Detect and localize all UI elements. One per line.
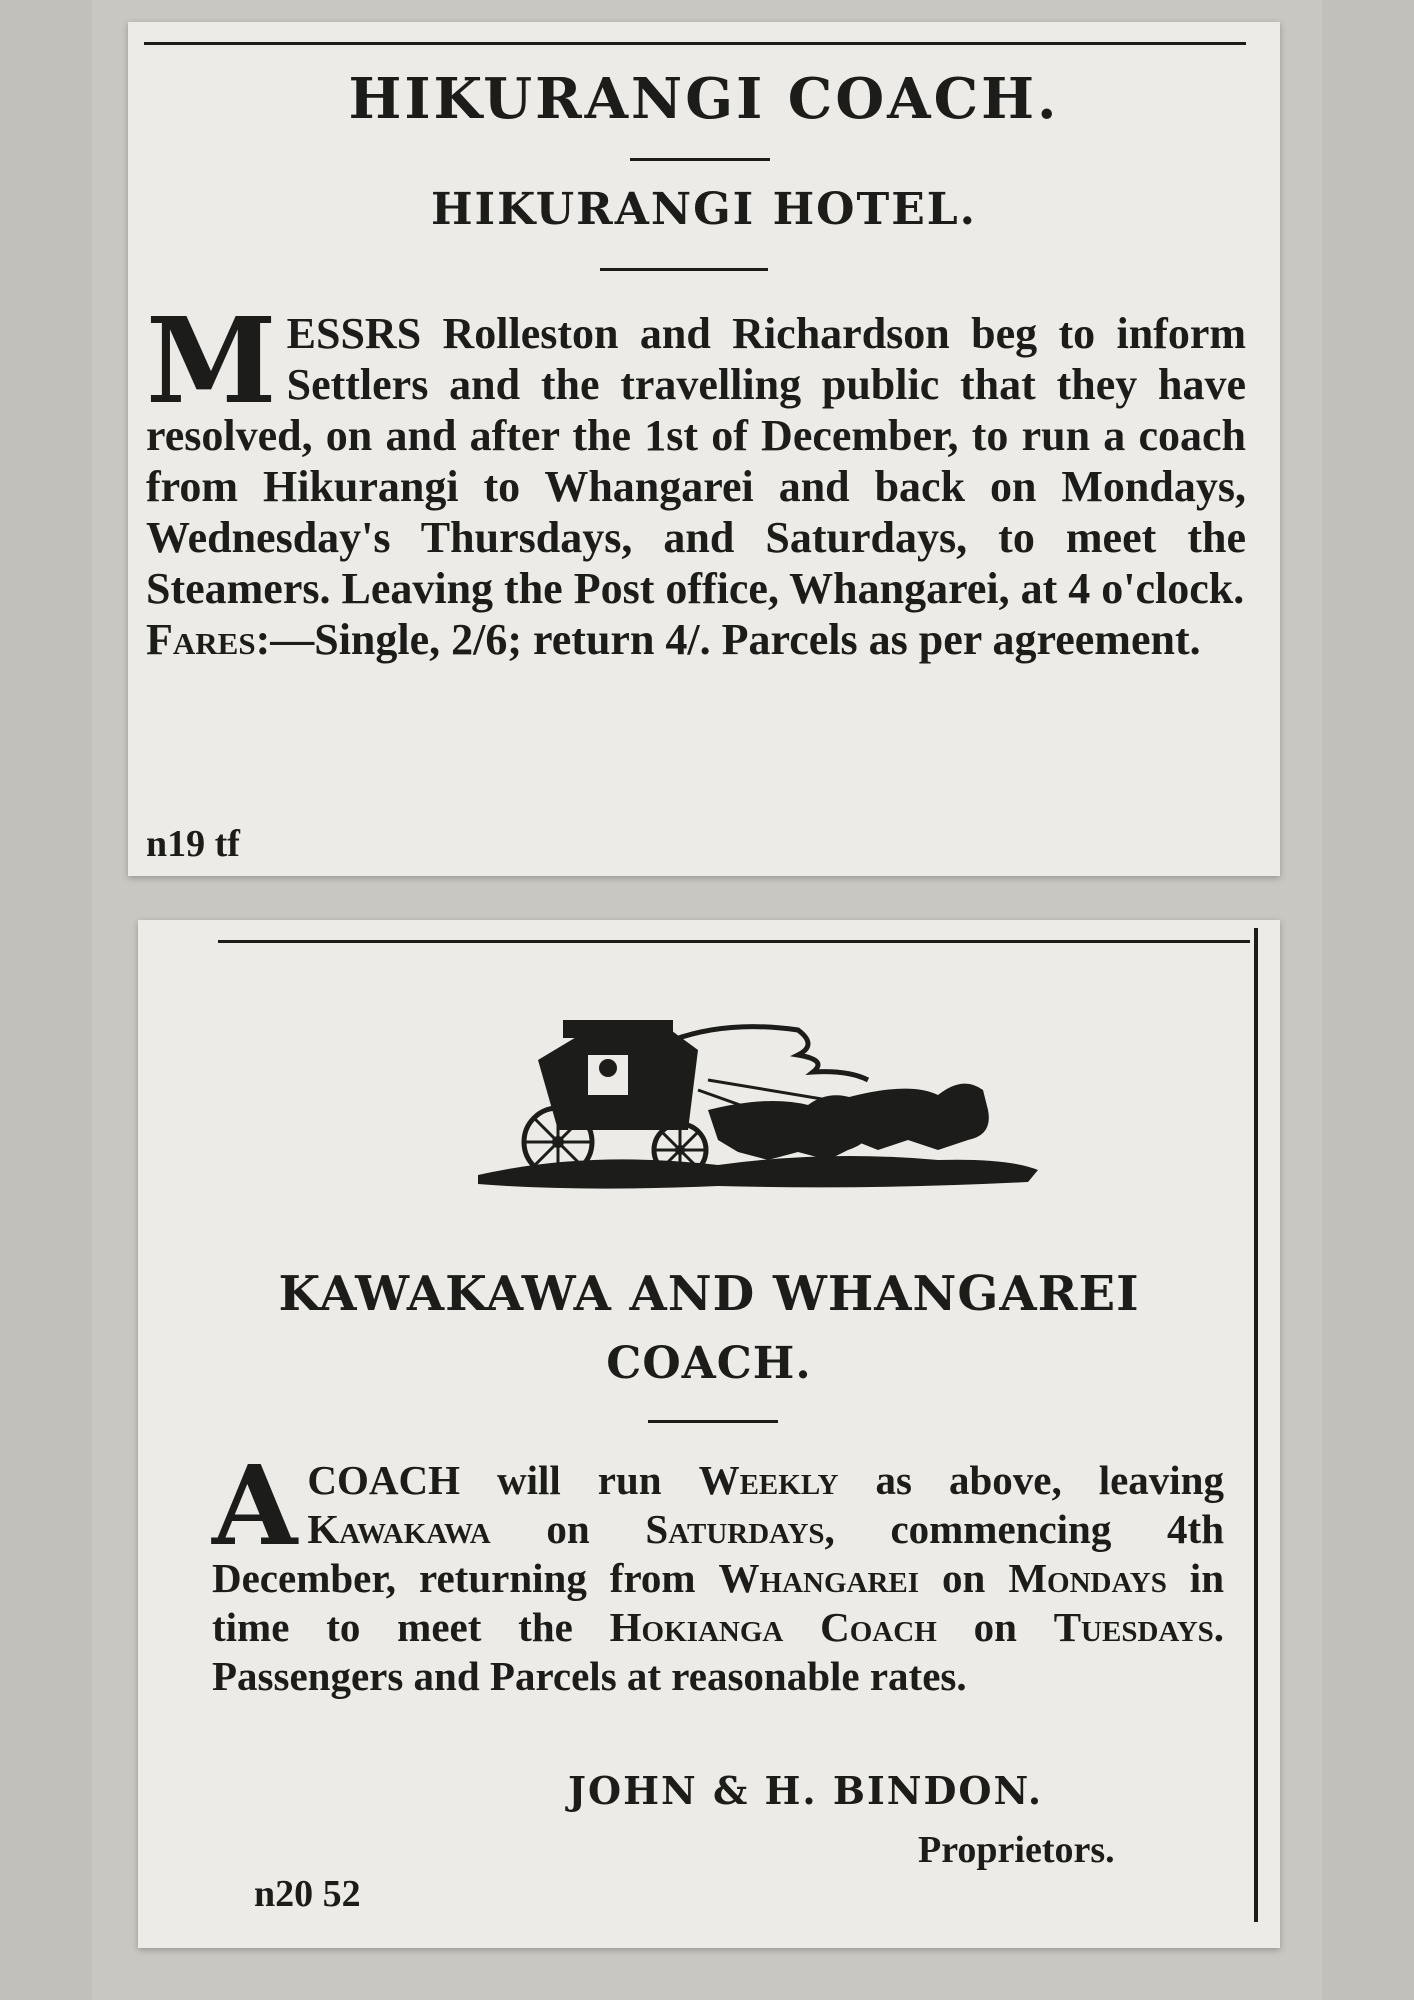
small-caps-text: Weekly: [698, 1457, 839, 1503]
ad-subtitle: HIKURANGI HOTEL.: [430, 184, 978, 235]
reference-code: n20 52: [254, 1873, 361, 1915]
body-text: Rolleston and Richardson beg to inform Settlers and the travelling public that they have resolved, on and after the 1st of December, to run a coach from Hikurangi to Whangarei and back on Mondays, Wednesday's Thursdays, and Saturdays, to meet the Steamers. Leaving the Post office, Whangarei, at 4 o'clock.: [146, 309, 1247, 613]
stagecoach-illustration: [468, 1000, 1048, 1200]
drop-cap: A: [212, 1441, 298, 1570]
drop-cap: M: [146, 291, 277, 430]
small-caps-text: Saturdays: [645, 1506, 825, 1552]
body-text-segment: as above, leaving: [838, 1457, 1224, 1503]
small-caps-text: Tuesdays: [1053, 1604, 1214, 1650]
background-left: [0, 0, 92, 2000]
signature-role: Proprietors.: [918, 1829, 1115, 1871]
body-text-segment: in time to meet the: [212, 1555, 1224, 1650]
divider-rule: [648, 1420, 778, 1423]
background-right: [1322, 0, 1414, 2000]
small-caps-text: Hokianga Coach: [609, 1604, 937, 1650]
body-text-segment: COACH will run: [307, 1457, 699, 1503]
ad-title-line1: KAWAKAWA AND WHANGAREI: [278, 1266, 1140, 1322]
small-caps-text: Kawakawa: [307, 1506, 491, 1552]
body-text-segment: . Passengers and Parcels at reasonable rates.: [212, 1604, 1225, 1699]
divider-rule: [630, 158, 770, 161]
top-rule: [218, 940, 1250, 943]
signature-name: JOHN & H. BINDON.: [568, 1768, 1044, 1813]
body-text-segment: on: [936, 1604, 1054, 1650]
body-text-segment: on: [490, 1506, 646, 1552]
ad-body: [212, 1441, 1225, 1701]
body-text-segment: on: [919, 1555, 1009, 1601]
ad-title-line2: COACH.: [606, 1338, 812, 1389]
divider-rule: [600, 268, 768, 271]
top-rule: [144, 42, 1246, 45]
advertisement-hikurangi-coach: [128, 22, 1280, 876]
small-caps-text: Whangarei: [718, 1555, 920, 1601]
column-rule: [1254, 928, 1258, 1922]
first-word: ESSRS: [286, 309, 422, 358]
fares-label: Fares: [146, 615, 256, 664]
ad-body: [146, 291, 1247, 665]
body-text: [212, 1441, 1225, 1699]
advertisement-kawakawa-coach: [138, 920, 1280, 1948]
ad-title: HIKURANGI COACH.: [348, 66, 1060, 132]
reference-code: n19 tf: [146, 823, 240, 865]
body-text-segment: , commencing 4th December, returning from: [212, 1506, 1224, 1601]
small-caps-text: Mondays: [1008, 1555, 1167, 1601]
fares-text: :—Single, 2/6; return 4/. Parcels as per agreement.: [255, 615, 1201, 664]
